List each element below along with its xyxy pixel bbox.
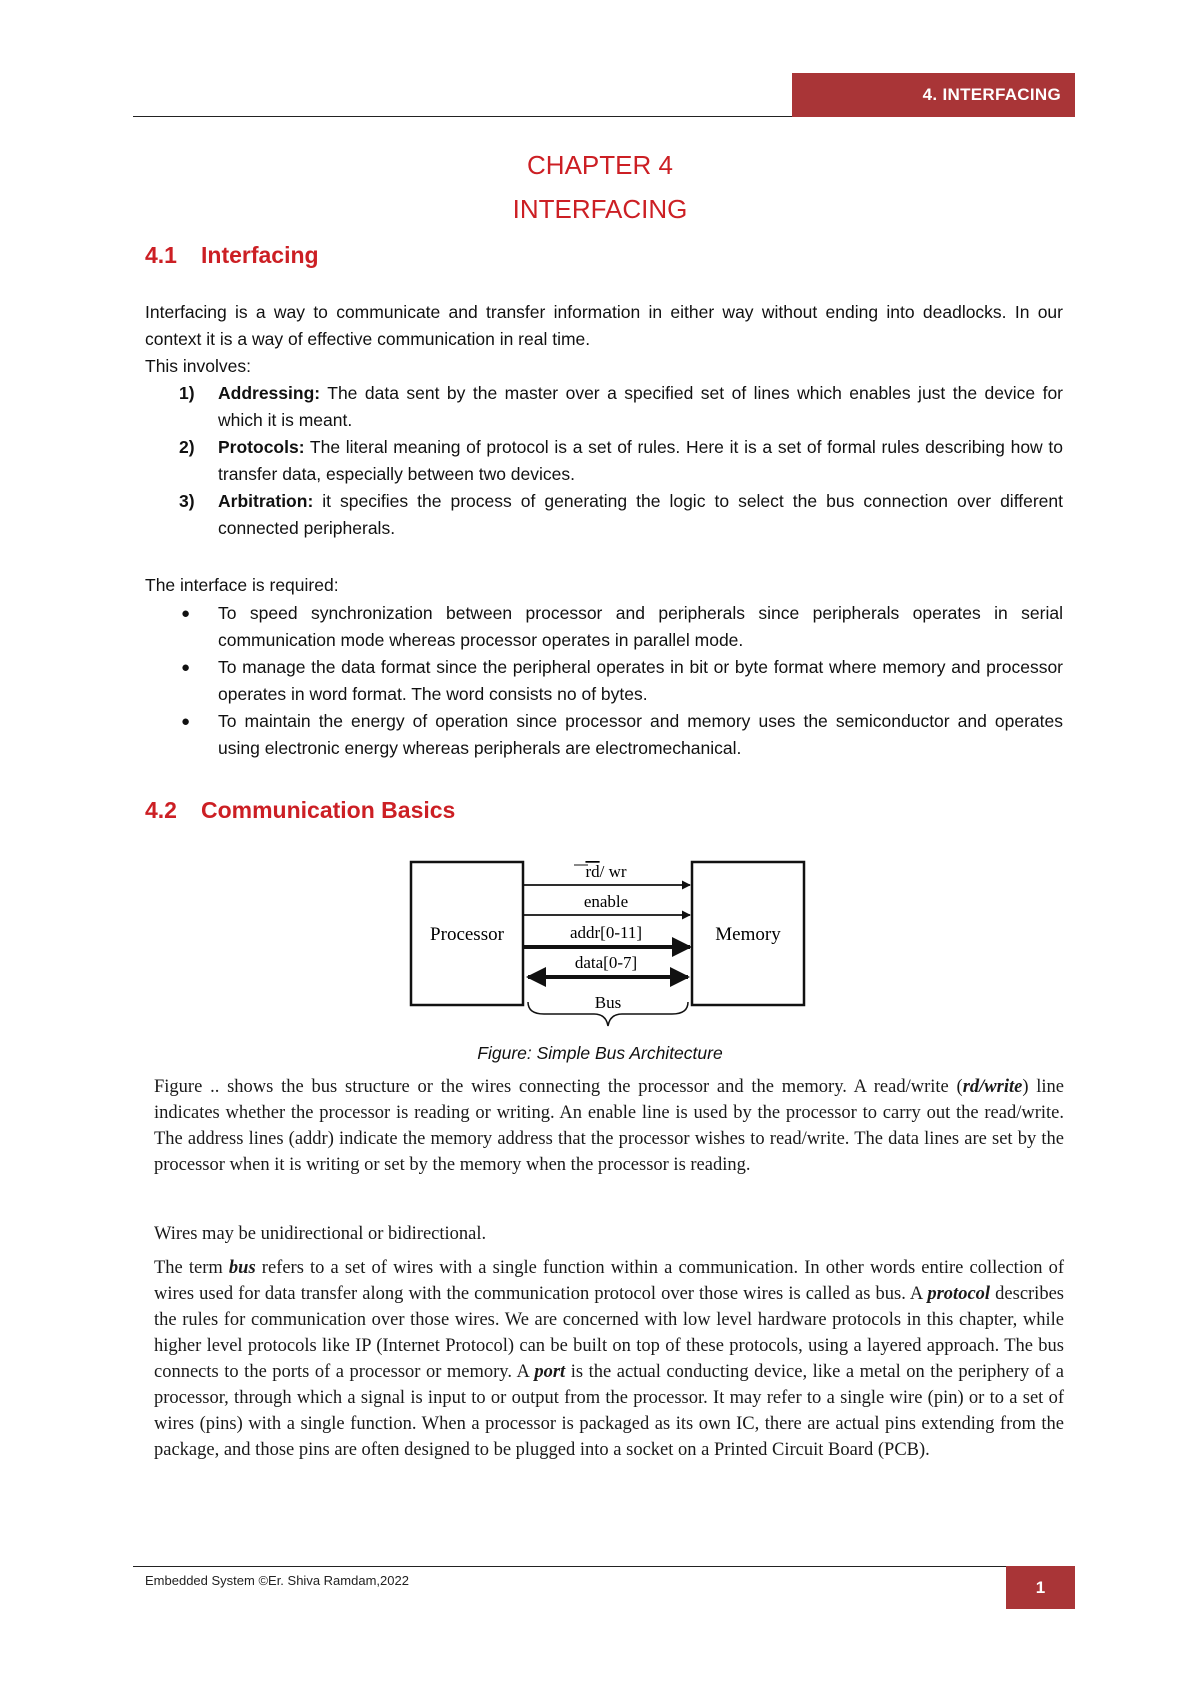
list-marker: 1) — [179, 383, 195, 403]
bullet-text: To manage the data format since the peripheral operates in bit or byte format where memory and processor operates in word format. The word consists no of bytes. — [218, 657, 1063, 704]
list-term: Arbitration: — [218, 491, 314, 511]
wires-paragraph: Wires may be unidirectional or bidirectional. — [154, 1224, 487, 1244]
bus-label: Bus — [594, 993, 622, 1012]
text-run: refers to a set of wires with a single function within a communication. In other words entire collection of wires used for data transfer along with the communication protocol over those wires is called as bus. A — [154, 1258, 1064, 1304]
footer-copyright: Embedded System ©Er. Shiva Ramdam,2022 — [145, 1573, 409, 1588]
rd-overline-text: rd — [585, 862, 600, 881]
bus-term: bus — [228, 1258, 256, 1278]
bullet-text: To maintain the energy of operation since processor and memory uses the semiconductor and operates using electronic energy whereas peripherals are electromechanical. — [218, 711, 1063, 758]
interfacing-intro: Interfacing is a way to communicate and transfer information in either way without ending into deadlocks. In our context it is a way of effective communication in real time. — [145, 302, 1063, 349]
text-run: is the actual conducting device, like a metal on the periphery of a processor, through which a signal is input to or output from the processor. It may refer to a single wire (pin) or to a set of wires (pins) with a single function. When a processor is packaged as its own IC, there are actual pins extending from the package, and those pins are often designed to be plugged into a socket on a Printed Circuit Board (PCB). — [154, 1362, 1064, 1460]
list-item — [145, 380, 1063, 434]
page-number-box — [1006, 1566, 1075, 1609]
section-title: Interfacing — [201, 242, 319, 268]
port-term: port — [534, 1362, 566, 1382]
required-label: The interface is required: — [145, 575, 339, 595]
required-list — [145, 600, 1063, 762]
chapter-title: INTERFACING — [512, 194, 688, 224]
list-item — [145, 434, 1063, 488]
addr-label: addr[0-11] — [569, 923, 643, 942]
memory-label: Memory — [715, 924, 781, 945]
list-term: Addressing: — [218, 383, 321, 403]
section-heading-4-1 — [145, 242, 319, 269]
section-number: 4.2 — [145, 797, 177, 823]
text-run: ) line indicates whether the processor is reading or writing. An enable line is used by the processor to carry out the read/write. The address lines (addr) indicate the memory address that the processor wishes to read/write. The data lines are set by the processor when it is writing or set by the memory when the processor is reading. — [154, 1077, 1064, 1175]
rdwr-label — [585, 862, 626, 881]
footer-rule — [133, 1566, 1075, 1567]
header-tab-label: 4. INTERFACING — [922, 85, 1061, 104]
section-heading-4-2 — [145, 797, 455, 824]
list-text: The literal meaning of protocol is a set of rules. Here it is a set of formal rules describing how to transfer data, especially between two devices. — [218, 437, 1063, 484]
text-run: The term — [154, 1258, 229, 1278]
list-text: it specifies the process of generating the logic to select the bus connection over different connected peripherals. — [218, 491, 1063, 538]
protocol-term: protocol — [927, 1284, 991, 1304]
involves-label: This involves: — [145, 356, 252, 376]
bullet-text: To speed synchronization between processor and peripherals since peripherals operates in serial communication mode whereas processor operates in parallel mode. — [218, 603, 1063, 650]
bus-definition-paragraph — [154, 1255, 1064, 1463]
bullet-item — [145, 600, 1063, 654]
bullet-item — [145, 654, 1063, 708]
rdwrite-term: rd/write — [962, 1077, 1023, 1097]
list-term: Protocols: — [218, 437, 305, 457]
bullet-item — [145, 708, 1063, 762]
list-item — [145, 488, 1063, 542]
bus-architecture-diagram — [408, 852, 808, 1032]
figure-caption: Figure: Simple Bus Architecture — [477, 1043, 723, 1063]
header-chapter-tab — [792, 73, 1075, 117]
list-marker: 3) — [179, 491, 195, 511]
involves-list — [145, 380, 1063, 542]
chapter-number: CHAPTER 4 — [527, 150, 673, 180]
processor-label: Processor — [430, 924, 504, 945]
section-title: Communication Basics — [201, 797, 456, 823]
bus-structure-paragraph — [154, 1074, 1064, 1178]
section-number: 4.1 — [145, 242, 177, 268]
bullet-icon: ● — [181, 713, 191, 730]
enable-label: enable — [583, 892, 629, 911]
text-run: describes the rules for communication over those wires. We are concerned with low level hardware protocols in this chapter, while higher level protocols like IP (Internet Protocol) can be built on top of these protocols, using a layered approach. The bus connects to the ports of a processor or memory. A — [154, 1284, 1064, 1382]
bullet-icon: ● — [181, 659, 191, 676]
list-text: The data sent by the master over a specified set of lines which enables just the device for which it is meant. — [218, 383, 1063, 430]
data-label: data[0-7] — [574, 953, 638, 972]
page-number: 1 — [1035, 1577, 1046, 1597]
text-run: Figure .. shows the bus structure or the wires connecting the processor and the memory. A read/write ( — [154, 1077, 963, 1097]
wr-text: / wr — [599, 862, 627, 881]
bullet-icon: ● — [181, 605, 191, 622]
list-marker: 2) — [179, 437, 195, 457]
